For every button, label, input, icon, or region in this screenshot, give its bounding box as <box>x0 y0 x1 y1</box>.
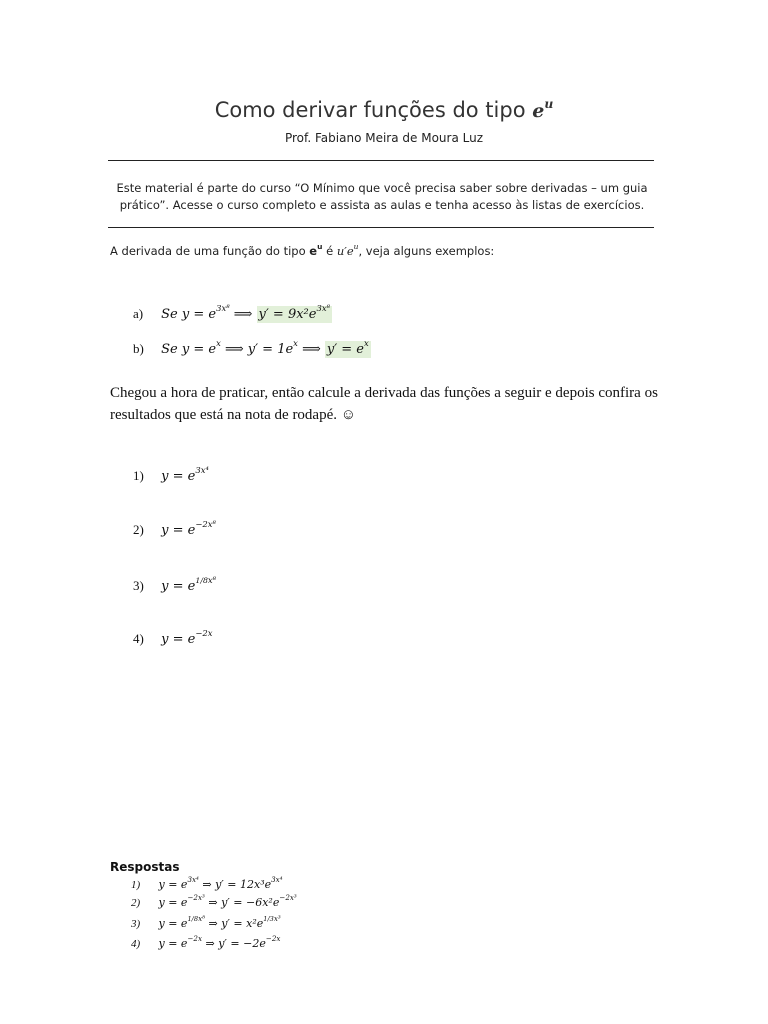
derivative-rule: A derivada de uma função do tipo $e^u$ é $u'e^u$, veja alguns exemplos: <box>110 242 495 258</box>
exercise-1: 1) $y = e^{3x^4}$ <box>133 465 209 484</box>
answer-1: 1) $y = e^{3x^4}$ ⇒ $y' = 12x^3e^{3x^4}$ <box>131 875 283 891</box>
title-math: $e^u$ <box>532 95 554 122</box>
example-a: a) Se $y = e^{3x^8}$ ⟹ $y' = 9x^2e^{3x^8}$ <box>133 303 330 322</box>
exercise-3: 3) $y = e1/8^{x^8}$ <box>133 575 217 594</box>
exercise-4: 4) $y = e^{-2x}$ <box>133 628 213 647</box>
practice-paragraph: Chegou a hora de praticar, então calcule a derivada das funções a seguir e depois confira os resultados que está na nota de rodapé. ☺ <box>110 385 658 423</box>
divider-bottom <box>108 227 654 228</box>
answer-2: 2) $y = e^{-2x^3}$ ⇒ $y' = -6x^2e^{-2x^3}$ <box>131 893 297 909</box>
page-title <box>0 95 768 122</box>
example-b-highlight: $y' = e^x$ <box>326 338 369 357</box>
answer-4: 4) $y = e^{-2x}$ ⇒ $y' = -2e^{-2x}$ <box>131 934 281 950</box>
intro-paragraph: Este material é parte do curso “O Mínimo que você precisa saber sobre derivadas – um guia prático”. Acesse o curso completo e assista as aulas e tenha acesso às listas de exercícios. <box>116 181 648 212</box>
answers-title: Respostas <box>110 860 180 874</box>
divider-top <box>108 160 654 161</box>
title-text: Como derivar funções do tipo <box>214 98 526 122</box>
example-b: b) Se $y = e^x$ ⟹ $y' = 1e^x$ ⟹ $y' = e^x$ <box>133 338 369 357</box>
example-a-highlight: $y' = 9x^2e^{3x^8}$ <box>258 303 330 322</box>
author-line: Prof. Fabiano Meira de Moura Luz <box>284 131 483 145</box>
exercise-2: 2) $y = e^{-2x^8}$ <box>133 519 216 538</box>
answer-3: 3) $y = e1/8^{x^8}$ ⇒ $y' = x^2e1/3^{x^3}$ <box>131 914 281 930</box>
